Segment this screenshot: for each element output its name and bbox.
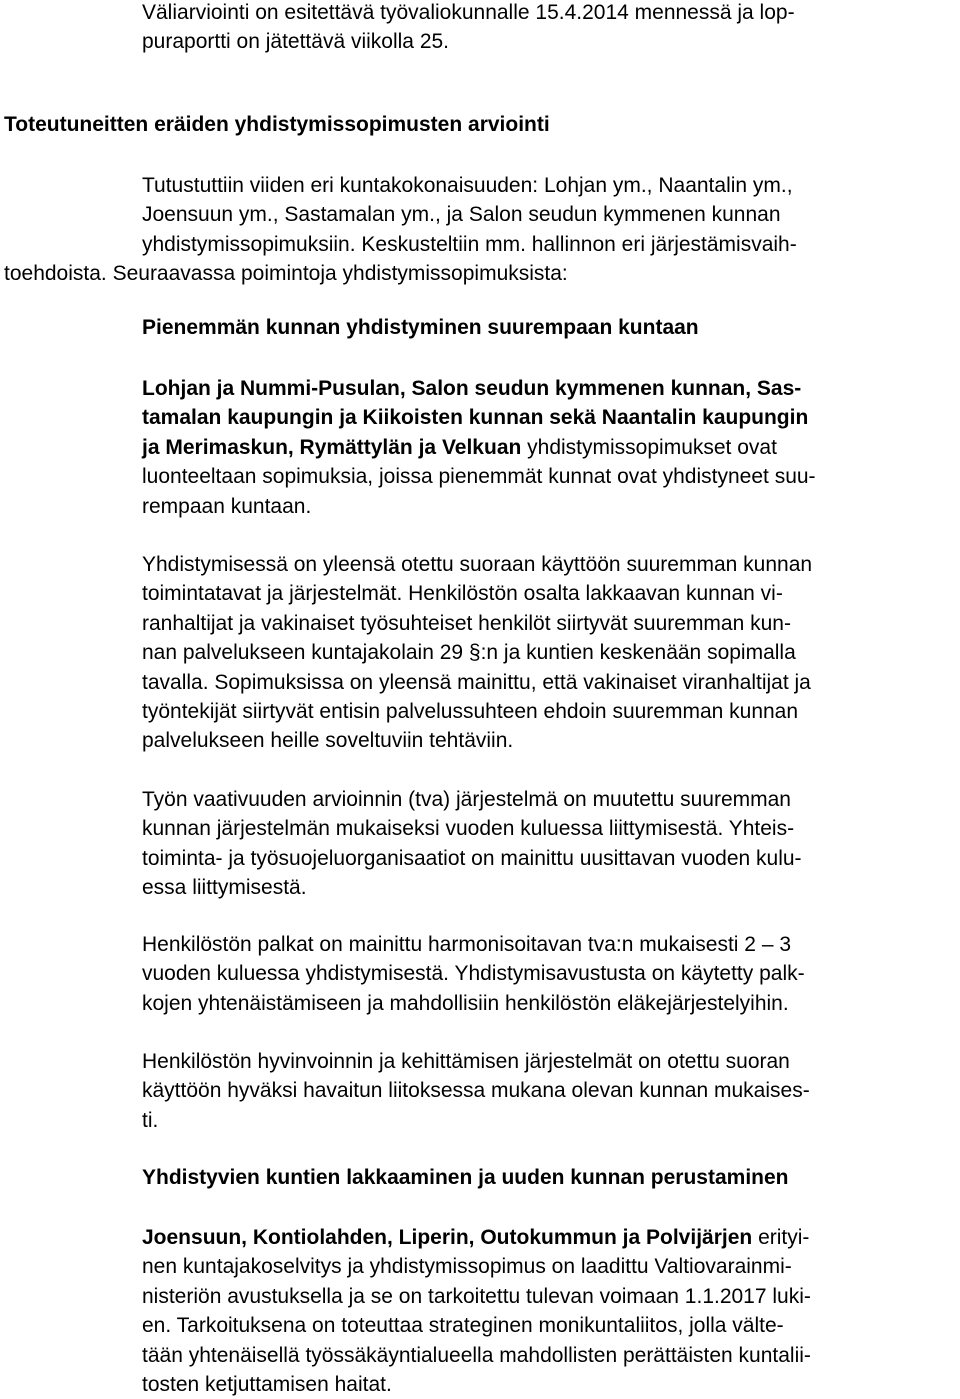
text-line: tään yhtenäisellä työssäkäyntialueella mahdollisten perättäisten kuntalii- [142,1343,811,1367]
text-line-mixed [142,1223,957,1252]
text-line: tavalla. Sopimuksissa on yleensä mainittu, että vakinaiset viranhaltijat ja [142,670,811,694]
section-heading-evaluation: Toteutuneitten eräiden yhdistymissopimusten arviointi [4,113,550,136]
text-line: toimintatavat ja järjestelmät. Henkilöstön osalta lakkaavan kunnan vi- [142,582,783,606]
section-heading-smaller-into-larger: Pienemmän kunnan yhdistyminen suurempaan kuntaan [142,316,699,339]
municipality-names: ja Merimaskun, Rymättylän ja Velkuan [142,435,522,459]
section1-paragraph [4,171,957,289]
section2-paragraph-4 [142,930,957,1018]
municipality-names: Joensuun, Kontiolahden, Liperin, Outokummun ja Polvijärjen [142,1226,753,1249]
text-line: Tutustuttiin viiden eri kuntakokonaisuuden: Lohjan ym., Naantalin ym., [142,174,793,197]
text-line: työntekijät siirtyvät entisin palvelussuhteen ehdoin suuremman kunnan [142,700,799,724]
text-line: Väliarviointi on esitettävä työvaliokunnalle 15.4.2014 mennessä ja lop- [142,1,795,24]
text-line: Yhdistymisessä on yleensä otettu suoraan käyttöön suuremman kunnan [142,553,813,576]
text-line: käyttöön hyväksi havaitun liitoksessa mukana olevan kunnan mukaises- [142,1079,810,1103]
text-line-bold: Lohjan ja Nummi-Pusulan, Salon seudun kymmenen kunnan, Sas- [142,377,802,400]
text-line: puraportti on jätettävä viikolla 25. [142,30,450,54]
text-line: essa liittymisestä. [142,876,307,900]
text-line: vuoden kuluessa yhdistymisestä. Yhdistymisavustusta on käytetty palk- [142,962,805,986]
intro-paragraph [142,0,957,57]
text-line: nen kuntajakoselvitys ja yhdistymissopimus on laadittu Valtiovarainmi- [142,1255,792,1279]
text-line: kunnan järjestelmän mukaiseksi vuoden kuluessa liittymisestä. Yhteis- [142,817,795,841]
text-line: rempaan kuntaan. [142,494,312,518]
text-line-mixed [142,433,957,462]
section-heading-new-municipality: Yhdistyvien kuntien lakkaaminen ja uuden kunnan perustaminen [142,1166,789,1189]
text-line: en. Tarkoituksena on toteuttaa strateginen monikuntaliitos, jolla välte- [142,1314,784,1338]
text-fragment: yhdistymissopimukset ovat [521,435,777,459]
text-line: ranhaltijat ja vakinaiset työsuhteiset henkilöt siirtyvät suuremman kun- [142,611,791,635]
text-line: toehdoista. Seuraavassa poimintoja yhdistymissopimuksista: [4,262,568,286]
text-line: Työn vaativuuden arvioinnin (tva) järjestelmä on muutettu suuremman [142,788,791,811]
section3-paragraph [142,1223,957,1399]
text-line: toiminta- ja työsuojeluorganisaatiot on mainittu uusittavan vuoden kulu- [142,846,802,870]
text-line: luonteeltaan sopimuksia, joissa pienemmät kunnat ovat yhdistyneet suu- [142,465,816,489]
section2-paragraph-2 [142,550,957,756]
section2-paragraph-1 [142,374,957,521]
text-line: tosten ketjuttamisen haitat. [142,1373,392,1397]
section2-paragraph-5 [142,1047,957,1135]
text-line: Joensuun ym., Sastamalan ym., ja Salon seudun kymmenen kunnan [142,203,781,227]
section2-paragraph-3 [142,785,957,903]
text-line: kojen yhtenäistämiseen ja mahdollisiin henkilöstön eläkejärjestelyihin. [142,991,789,1015]
text-line: Henkilöstön palkat on mainittu harmonisoitavan tva:n mukaisesti 2 – 3 [142,933,792,956]
text-line: Henkilöstön hyvinvoinnin ja kehittämisen järjestelmät on otettu suoran [142,1050,790,1073]
text-line: nan palvelukseen kuntajakolain 29 §:n ja kuntien keskenään sopimalla [142,641,796,665]
text-line: nisteriön avustuksella ja se on tarkoitettu tulevan voimaan 1.1.2017 luki- [142,1284,811,1308]
text-line: ti. [142,1108,159,1132]
text-line: palvelukseen heille soveltuviin tehtäviin. [142,729,514,753]
text-line: yhdistymissopimuksiin. Keskusteltiin mm. hallinnon eri järjestämisvaih- [142,232,797,256]
text-line-bold: tamalan kaupungin ja Kiikoisten kunnan sekä Naantalin kaupungin [142,406,809,430]
text-fragment: erityi- [752,1226,810,1249]
